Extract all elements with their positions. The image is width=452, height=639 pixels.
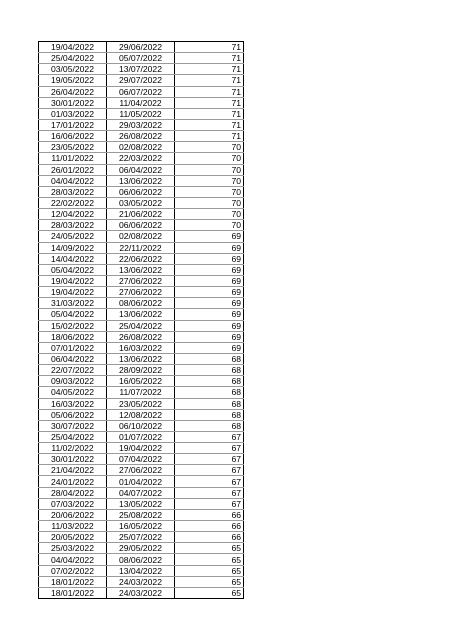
start-date-cell[interactable]: 21/04/2022	[39, 465, 107, 476]
end-date-cell[interactable]: 26/08/2022	[107, 331, 175, 342]
table-row	[39, 86, 244, 97]
value-cell[interactable]: 69	[175, 253, 244, 264]
start-date-cell[interactable]: 30/01/2022	[39, 454, 107, 465]
start-date-cell[interactable]: 03/05/2022	[39, 64, 107, 75]
end-date-cell[interactable]: 24/03/2022	[107, 576, 175, 587]
start-date-cell[interactable]: 19/04/2022	[39, 42, 107, 53]
start-date-cell[interactable]: 18/01/2022	[39, 587, 107, 598]
end-date-cell[interactable]: 19/04/2022	[107, 443, 175, 454]
data-table	[38, 41, 244, 599]
table-row	[39, 398, 244, 409]
table-row	[39, 231, 244, 242]
value-cell[interactable]: 70	[175, 153, 244, 164]
end-date-cell[interactable]: 08/06/2022	[107, 298, 175, 309]
end-date-cell[interactable]: 01/04/2022	[107, 476, 175, 487]
table-row	[39, 365, 244, 376]
value-cell[interactable]: 71	[175, 131, 244, 142]
value-cell[interactable]: 65	[175, 587, 244, 598]
value-cell[interactable]: 67	[175, 476, 244, 487]
value-cell[interactable]: 70	[175, 175, 244, 186]
start-date-cell[interactable]: 07/03/2022	[39, 498, 107, 509]
end-date-cell[interactable]: 01/07/2022	[107, 431, 175, 442]
end-date-cell[interactable]: 22/11/2022	[107, 242, 175, 253]
end-date-cell[interactable]: 02/08/2022	[107, 142, 175, 153]
table-row	[39, 576, 244, 587]
value-cell[interactable]: 65	[175, 576, 244, 587]
table-row	[39, 331, 244, 342]
value-cell[interactable]: 67	[175, 498, 244, 509]
value-cell[interactable]: 67	[175, 443, 244, 454]
start-date-cell[interactable]: 26/04/2022	[39, 86, 107, 97]
table-row	[39, 64, 244, 75]
value-cell[interactable]: 68	[175, 387, 244, 398]
table-row	[39, 431, 244, 442]
end-date-cell[interactable]: 16/03/2022	[107, 342, 175, 353]
value-cell[interactable]: 71	[175, 86, 244, 97]
start-date-cell[interactable]: 17/01/2022	[39, 119, 107, 130]
start-date-cell[interactable]: 25/04/2022	[39, 53, 107, 64]
start-date-cell[interactable]: 25/04/2022	[39, 431, 107, 442]
value-cell[interactable]: 69	[175, 342, 244, 353]
value-cell[interactable]: 67	[175, 465, 244, 476]
start-date-cell[interactable]: 11/02/2022	[39, 443, 107, 454]
end-date-cell[interactable]: 29/06/2022	[107, 42, 175, 53]
start-date-cell[interactable]: 26/01/2022	[39, 164, 107, 175]
table-row	[39, 209, 244, 220]
table-row	[39, 443, 244, 454]
start-date-cell[interactable]: 15/02/2022	[39, 320, 107, 331]
table-row	[39, 309, 244, 320]
start-date-cell[interactable]: 05/04/2022	[39, 309, 107, 320]
end-date-cell[interactable]: 26/08/2022	[107, 131, 175, 142]
value-cell[interactable]: 68	[175, 420, 244, 431]
table-row	[39, 465, 244, 476]
end-date-cell[interactable]: 29/05/2022	[107, 543, 175, 554]
end-date-cell[interactable]: 22/06/2022	[107, 253, 175, 264]
end-date-cell[interactable]: 29/03/2022	[107, 119, 175, 130]
value-cell[interactable]: 66	[175, 532, 244, 543]
table-row	[39, 521, 244, 532]
value-cell[interactable]: 71	[175, 42, 244, 53]
table-row	[39, 197, 244, 208]
end-date-cell[interactable]: 11/07/2022	[107, 387, 175, 398]
end-date-cell[interactable]: 21/06/2022	[107, 209, 175, 220]
value-cell[interactable]: 69	[175, 298, 244, 309]
start-date-cell[interactable]: 04/04/2022	[39, 554, 107, 565]
value-cell[interactable]: 69	[175, 287, 244, 298]
table-row	[39, 498, 244, 509]
start-date-cell[interactable]: 01/03/2022	[39, 108, 107, 119]
value-cell[interactable]: 71	[175, 75, 244, 86]
table-row	[39, 131, 244, 142]
end-date-cell[interactable]: 25/04/2022	[107, 320, 175, 331]
value-cell[interactable]: 67	[175, 431, 244, 442]
value-cell[interactable]: 70	[175, 220, 244, 231]
end-date-cell[interactable]: 12/08/2022	[107, 409, 175, 420]
end-date-cell[interactable]: 13/06/2022	[107, 264, 175, 275]
end-date-cell[interactable]: 03/05/2022	[107, 197, 175, 208]
end-date-cell[interactable]: 02/08/2022	[107, 231, 175, 242]
value-cell[interactable]: 71	[175, 108, 244, 119]
table-body	[39, 42, 244, 599]
end-date-cell[interactable]: 28/09/2022	[107, 365, 175, 376]
table-row	[39, 164, 244, 175]
value-cell[interactable]: 69	[175, 320, 244, 331]
value-cell[interactable]: 69	[175, 231, 244, 242]
end-date-cell[interactable]: 22/03/2022	[107, 153, 175, 164]
start-date-cell[interactable]: 19/05/2022	[39, 75, 107, 86]
table-row	[39, 253, 244, 264]
end-date-cell[interactable]: 25/08/2022	[107, 509, 175, 520]
value-cell[interactable]: 68	[175, 398, 244, 409]
value-cell[interactable]: 71	[175, 64, 244, 75]
table-row	[39, 119, 244, 130]
end-date-cell[interactable]: 06/04/2022	[107, 164, 175, 175]
table-row	[39, 53, 244, 64]
value-cell[interactable]: 65	[175, 554, 244, 565]
start-date-cell[interactable]: 30/07/2022	[39, 420, 107, 431]
start-date-cell[interactable]: 18/01/2022	[39, 576, 107, 587]
value-cell[interactable]: 69	[175, 331, 244, 342]
start-date-cell[interactable]: 20/06/2022	[39, 509, 107, 520]
table-row	[39, 320, 244, 331]
end-date-cell[interactable]: 11/05/2022	[107, 108, 175, 119]
value-cell[interactable]: 69	[175, 264, 244, 275]
value-cell[interactable]: 69	[175, 275, 244, 286]
start-date-cell[interactable]: 18/06/2022	[39, 331, 107, 342]
value-cell[interactable]: 67	[175, 454, 244, 465]
table-row	[39, 108, 244, 119]
table-row	[39, 532, 244, 543]
start-date-cell[interactable]: 07/02/2022	[39, 565, 107, 576]
table-row	[39, 142, 244, 153]
end-date-cell[interactable]: 06/07/2022	[107, 86, 175, 97]
table-row	[39, 287, 244, 298]
end-date-cell[interactable]: 27/06/2022	[107, 287, 175, 298]
start-date-cell[interactable]: 31/03/2022	[39, 298, 107, 309]
value-cell[interactable]: 70	[175, 142, 244, 153]
start-date-cell[interactable]: 14/04/2022	[39, 253, 107, 264]
table-row	[39, 509, 244, 520]
end-date-cell[interactable]: 16/05/2022	[107, 521, 175, 532]
start-date-cell[interactable]: 24/01/2022	[39, 476, 107, 487]
end-date-cell[interactable]: 13/04/2022	[107, 565, 175, 576]
start-date-cell[interactable]: 16/06/2022	[39, 131, 107, 142]
value-cell[interactable]: 71	[175, 119, 244, 130]
value-cell[interactable]: 69	[175, 309, 244, 320]
end-date-cell[interactable]: 13/06/2022	[107, 309, 175, 320]
end-date-cell[interactable]: 13/05/2022	[107, 498, 175, 509]
table-row	[39, 554, 244, 565]
table-row	[39, 97, 244, 108]
value-cell[interactable]: 68	[175, 365, 244, 376]
start-date-cell[interactable]: 28/04/2022	[39, 487, 107, 498]
table-row	[39, 153, 244, 164]
start-date-cell[interactable]: 04/05/2022	[39, 387, 107, 398]
table-row	[39, 543, 244, 554]
start-date-cell[interactable]: 16/03/2022	[39, 398, 107, 409]
table-row	[39, 409, 244, 420]
end-date-cell[interactable]: 16/05/2022	[107, 376, 175, 387]
value-cell[interactable]: 69	[175, 242, 244, 253]
start-date-cell[interactable]: 07/01/2022	[39, 342, 107, 353]
start-date-cell[interactable]: 22/07/2022	[39, 365, 107, 376]
table-row	[39, 454, 244, 465]
start-date-cell[interactable]: 24/05/2022	[39, 231, 107, 242]
start-date-cell[interactable]: 19/04/2022	[39, 275, 107, 286]
table-row	[39, 587, 244, 598]
start-date-cell[interactable]: 19/04/2022	[39, 287, 107, 298]
end-date-cell[interactable]: 07/04/2022	[107, 454, 175, 465]
value-cell[interactable]: 68	[175, 409, 244, 420]
table-row	[39, 376, 244, 387]
table-row	[39, 353, 244, 364]
table-row	[39, 420, 244, 431]
end-date-cell[interactable]: 08/06/2022	[107, 554, 175, 565]
table-row	[39, 476, 244, 487]
table-row	[39, 242, 244, 253]
table-row	[39, 220, 244, 231]
end-date-cell[interactable]: 11/04/2022	[107, 97, 175, 108]
end-date-cell[interactable]: 05/07/2022	[107, 53, 175, 64]
end-date-cell[interactable]: 06/06/2022	[107, 186, 175, 197]
value-cell[interactable]: 65	[175, 543, 244, 554]
end-date-cell[interactable]: 25/07/2022	[107, 532, 175, 543]
start-date-cell[interactable]: 28/03/2022	[39, 220, 107, 231]
start-date-cell[interactable]: 14/09/2022	[39, 242, 107, 253]
start-date-cell[interactable]: 06/04/2022	[39, 353, 107, 364]
table-row	[39, 175, 244, 186]
end-date-cell[interactable]: 27/06/2022	[107, 465, 175, 476]
end-date-cell[interactable]: 27/06/2022	[107, 275, 175, 286]
start-date-cell[interactable]: 11/03/2022	[39, 521, 107, 532]
end-date-cell[interactable]: 06/06/2022	[107, 220, 175, 231]
start-date-cell[interactable]: 20/05/2022	[39, 532, 107, 543]
value-cell[interactable]: 70	[175, 209, 244, 220]
value-cell[interactable]: 65	[175, 565, 244, 576]
start-date-cell[interactable]: 28/03/2022	[39, 186, 107, 197]
start-date-cell[interactable]: 04/04/2022	[39, 175, 107, 186]
value-cell[interactable]: 66	[175, 509, 244, 520]
value-cell[interactable]: 67	[175, 487, 244, 498]
table-row	[39, 75, 244, 86]
end-date-cell[interactable]: 29/07/2022	[107, 75, 175, 86]
table-row	[39, 264, 244, 275]
end-date-cell[interactable]: 13/07/2022	[107, 64, 175, 75]
end-date-cell[interactable]: 23/05/2022	[107, 398, 175, 409]
end-date-cell[interactable]: 24/03/2022	[107, 587, 175, 598]
table-row	[39, 298, 244, 309]
value-cell[interactable]: 68	[175, 353, 244, 364]
end-date-cell[interactable]: 06/10/2022	[107, 420, 175, 431]
start-date-cell[interactable]: 11/01/2022	[39, 153, 107, 164]
table-row	[39, 387, 244, 398]
value-cell[interactable]: 70	[175, 164, 244, 175]
table-row	[39, 42, 244, 53]
start-date-cell[interactable]: 09/03/2022	[39, 376, 107, 387]
value-cell[interactable]: 68	[175, 376, 244, 387]
end-date-cell[interactable]: 04/07/2022	[107, 487, 175, 498]
value-cell[interactable]: 71	[175, 97, 244, 108]
table-row	[39, 487, 244, 498]
end-date-cell[interactable]: 13/06/2022	[107, 175, 175, 186]
value-cell[interactable]: 71	[175, 53, 244, 64]
value-cell[interactable]: 66	[175, 521, 244, 532]
start-date-cell[interactable]: 30/01/2022	[39, 97, 107, 108]
table-row	[39, 186, 244, 197]
table-row	[39, 565, 244, 576]
value-cell[interactable]: 70	[175, 186, 244, 197]
start-date-cell[interactable]: 12/04/2022	[39, 209, 107, 220]
start-date-cell[interactable]: 22/02/2022	[39, 197, 107, 208]
start-date-cell[interactable]: 05/04/2022	[39, 264, 107, 275]
value-cell[interactable]: 70	[175, 197, 244, 208]
table-row	[39, 275, 244, 286]
start-date-cell[interactable]: 25/03/2022	[39, 543, 107, 554]
end-date-cell[interactable]: 13/06/2022	[107, 353, 175, 364]
start-date-cell[interactable]: 23/05/2022	[39, 142, 107, 153]
table-row	[39, 342, 244, 353]
start-date-cell[interactable]: 05/06/2022	[39, 409, 107, 420]
